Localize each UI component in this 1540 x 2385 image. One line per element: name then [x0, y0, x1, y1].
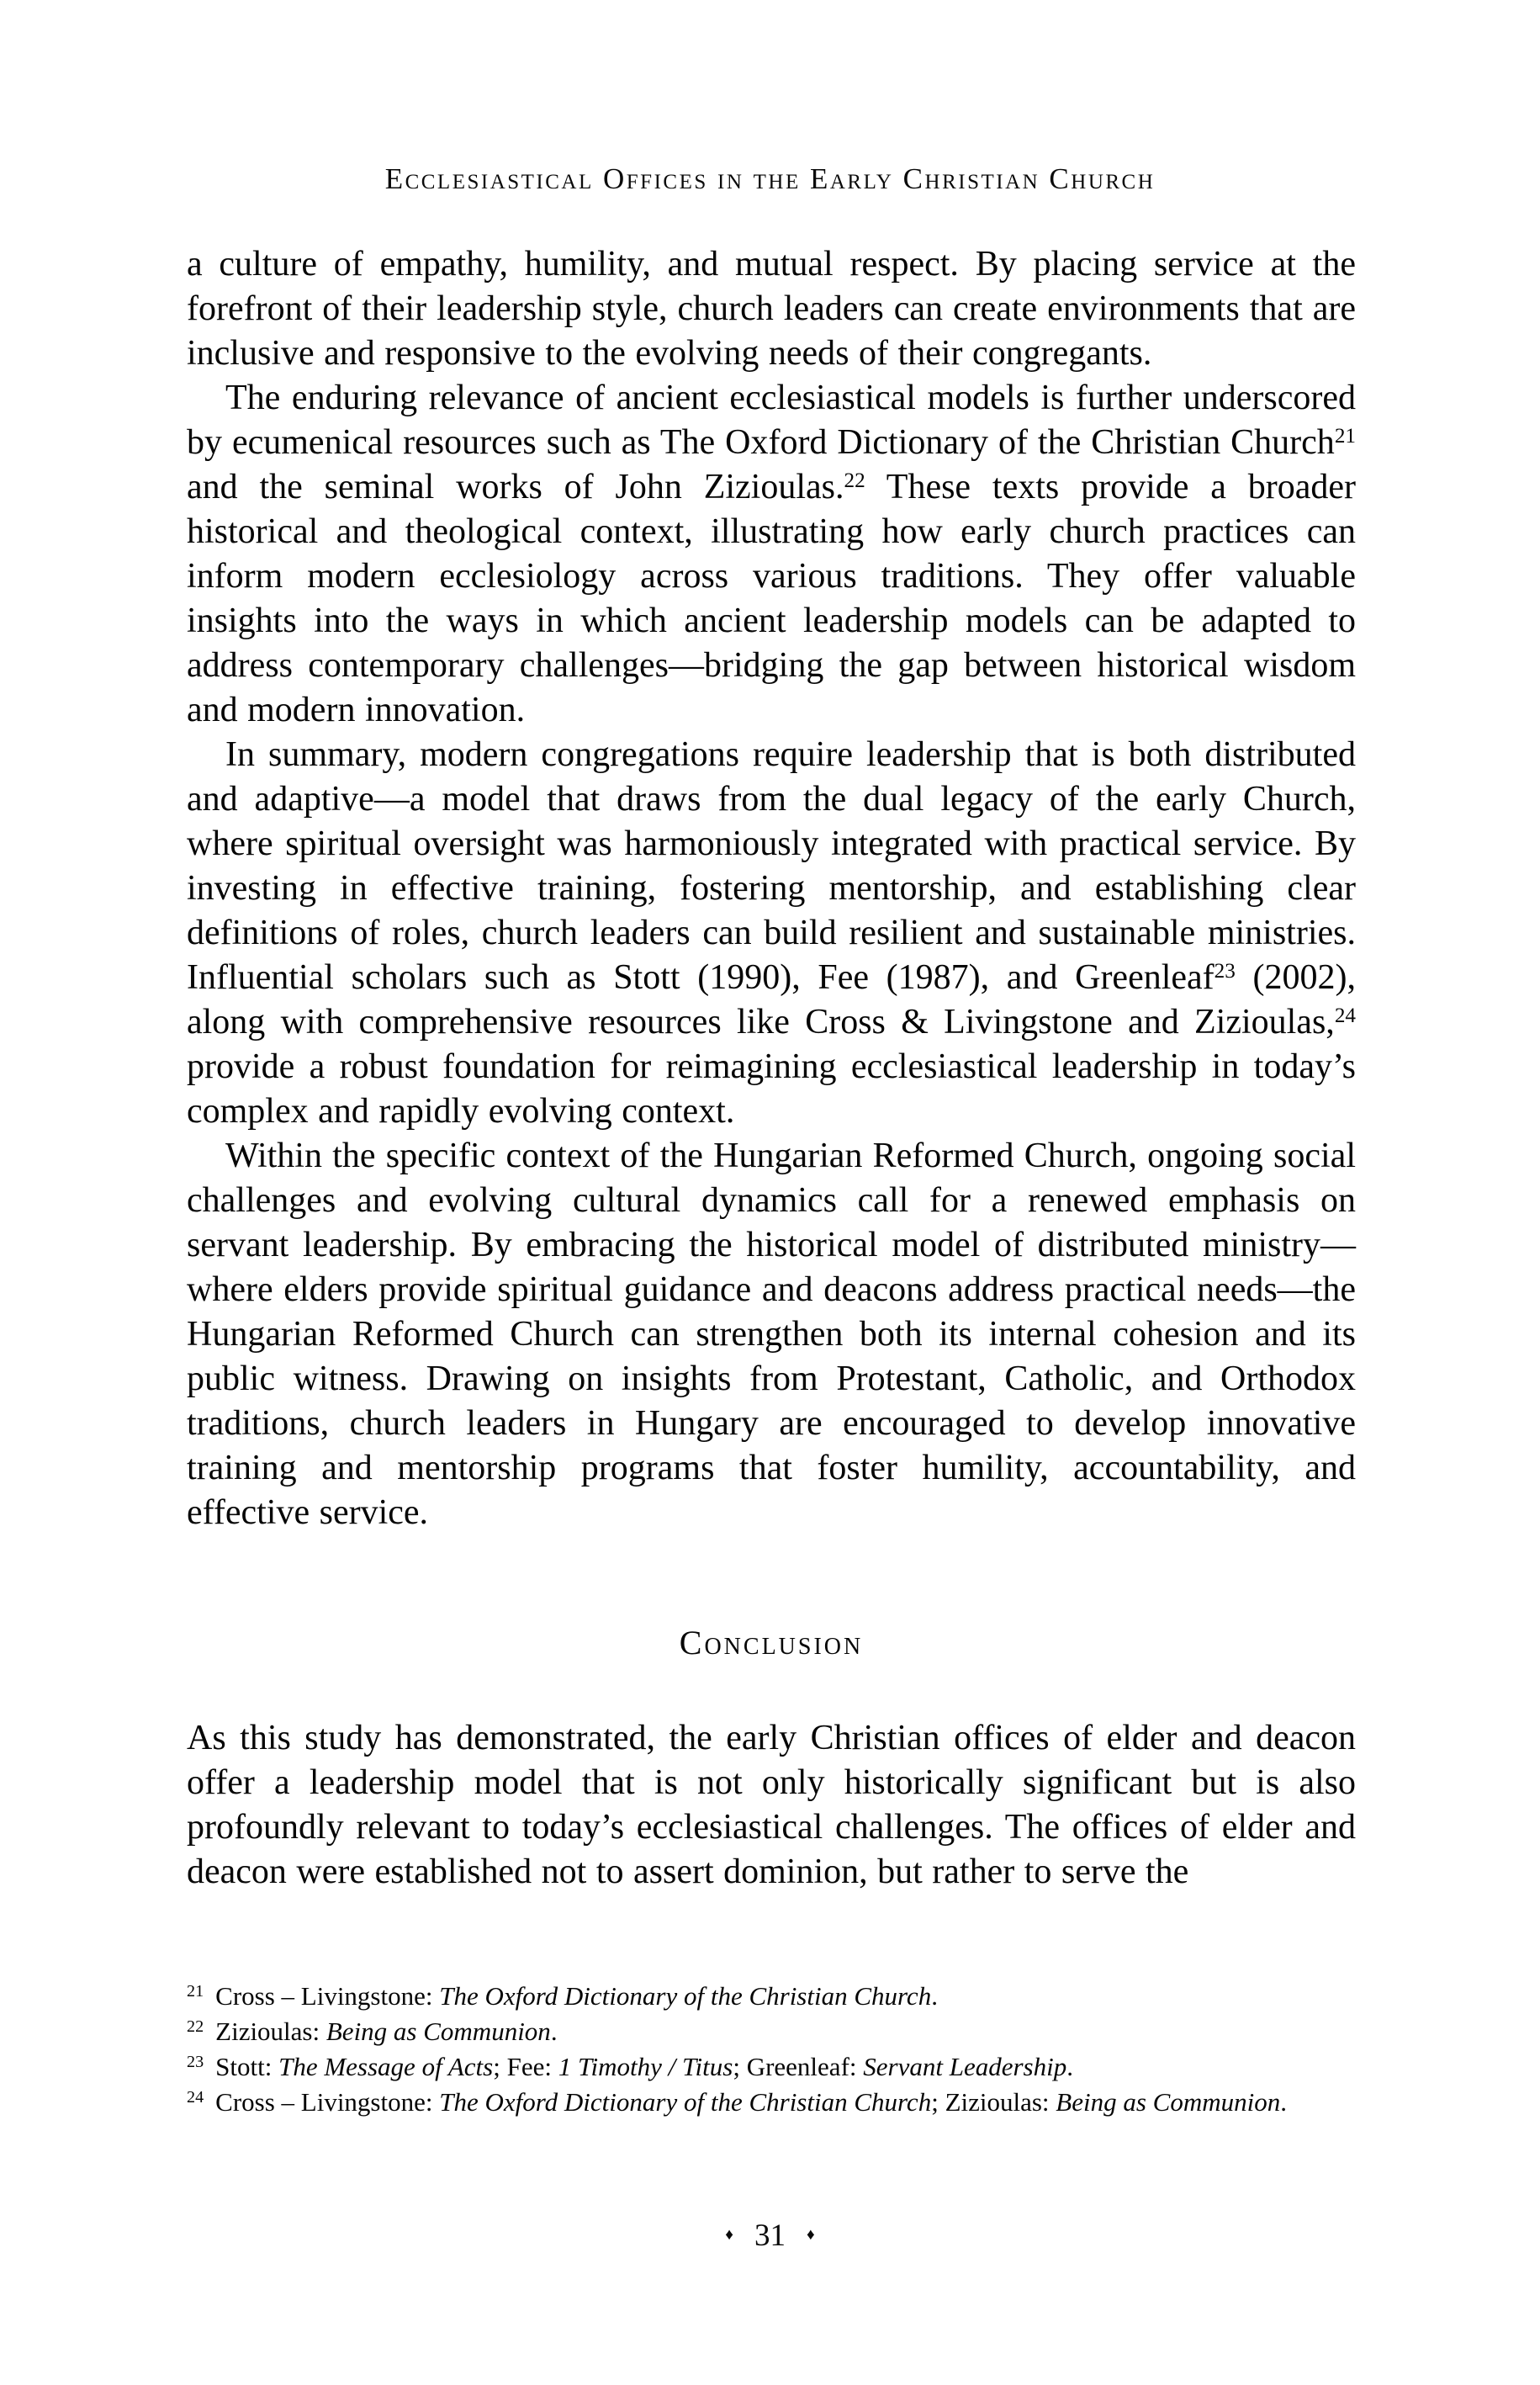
italic-text-segment: The Oxford Dictionary of the Christian Church — [439, 2087, 932, 2117]
conclusion-heading: Conclusion — [679, 1624, 864, 1662]
text-segment: Stott: — [215, 2052, 279, 2081]
text-segment: and the seminal works of John Zizioulas. — [187, 468, 844, 506]
text-segment: Cross – Livingstone: — [215, 1981, 440, 2011]
text-segment: . — [550, 2017, 558, 2046]
text-segment: ; Fee: — [493, 2052, 558, 2081]
footnote-ref: 22 — [844, 469, 865, 492]
diamond-icon: ♦ — [725, 2226, 733, 2244]
text-segment: ; Zizioulas: — [931, 2087, 1056, 2117]
text-segment: As this study has demonstrated, the early Christian offices of elder and deacon offer a leadership model that is not only historically significant but is also profoundly relevant to today’s ecclesiastical challenges. The offices of elder and deacon were established not to assert dominion, but rather to serve the — [187, 1719, 1356, 1891]
italic-text-segment: The Oxford Dictionary of the Christian Church — [439, 1981, 932, 2011]
paragraph — [187, 376, 1356, 733]
italic-text-segment: The Message of Acts — [278, 2052, 494, 2081]
footnote-item — [187, 2085, 1356, 2120]
body-paragraphs — [187, 242, 1356, 1535]
text-segment: The enduring relevance of ancient ecclesiastical models is further underscored by ecumenical resources such as The Oxford Dictionary of the Christian Church — [187, 379, 1356, 462]
italic-text-segment: Being as Communion — [325, 2017, 551, 2046]
text-segment: Cross – Livingstone: — [215, 2087, 440, 2117]
text-segment: ; Greenleaf: — [733, 2052, 864, 2081]
footnotes — [187, 1979, 1356, 2120]
paragraph — [187, 1716, 1356, 1895]
footnote-ref: 21 — [1334, 425, 1356, 448]
page-number: 31 — [754, 2218, 786, 2253]
footnote-number: 23 — [187, 2053, 204, 2071]
text-segment: . — [1280, 2087, 1287, 2117]
text-segment: a culture of empathy, humility, and mutual respect. By placing service at the forefront of their leadership style, church leaders can create environments that are inclusive and responsive to the evolving needs of their congregants. — [187, 245, 1356, 373]
footnote-number: 24 — [187, 2088, 204, 2107]
text-segment: . — [1066, 2052, 1073, 2081]
text-segment: (2002), along with comprehensive resources like Cross & Livingstone and Zizioulas, — [187, 958, 1356, 1041]
page-footer — [0, 2218, 1540, 2254]
conclusion-paragraphs — [187, 1716, 1356, 1895]
text-segment: These texts provide a broader historical and theological context, illustrating how early church practices can inform modern ecclesiology across various traditions. They offer valuable insights into the ways in which ancient leadership models can be adapted to address contemporary challenges—bridging the gap between historical wisdom and modern innovation. — [187, 468, 1356, 729]
text-segment: . — [931, 1981, 938, 2011]
footnote-item — [187, 2049, 1356, 2085]
footnote-item — [187, 1979, 1356, 2014]
text-segment: In summary, modern congregations require leadership that is both distributed and adaptive—a model that draws from the dual legacy of the early Church, where spiritual oversight was harmoniously integrated with practical service. By investing in effective training, fostering mentorship, and establishing clear definitions of roles, church leaders can build resilient and sustainable ministries. Influential scholars such as Stott (1990), Fee (1987), and Greenleaf — [187, 735, 1356, 997]
footnote-number: 22 — [187, 2017, 204, 2036]
italic-text-segment: 1 Timothy / Titus — [558, 2052, 733, 2081]
italic-text-segment: Servant Leadership — [863, 2052, 1067, 2081]
footnote-item — [187, 2014, 1356, 2049]
text-segment: Within the specific context of the Hungarian Reformed Church, ongoing social challenges and evolving cultural dynamics call for a renewed emphasis on servant leadership. By embracing the historical model of distributed ministry—where elders provide spiritual guidance and deacons address practical needs—the Hungarian Reformed Church can strengthen both its internal cohesion and its public witness. Drawing on insights from Protestant, Catholic, and Orthodox traditions, church leaders in Hungary are encouraged to develop innovative training and mentorship programs that foster humility, accountability, and effective service. — [187, 1137, 1356, 1532]
footnote-ref: 24 — [1334, 1004, 1356, 1027]
diamond-icon: ♦ — [807, 2226, 815, 2244]
paragraph — [187, 1134, 1356, 1535]
italic-text-segment: Being as Communion — [1056, 2087, 1281, 2117]
paragraph — [187, 733, 1356, 1134]
text-segment: Zizioulas: — [215, 2017, 326, 2046]
footnote-ref: 23 — [1214, 960, 1236, 983]
text-segment: provide a robust foundation for reimagining ecclesiastical leadership in today’s complex and rapidly evolving context. — [187, 1047, 1356, 1131]
footnote-number: 21 — [187, 1982, 204, 2001]
paragraph — [187, 242, 1356, 376]
running-header: Ecclesiastical Offices in the Early Christian Church — [384, 162, 1156, 195]
page-content — [187, 242, 1356, 1895]
